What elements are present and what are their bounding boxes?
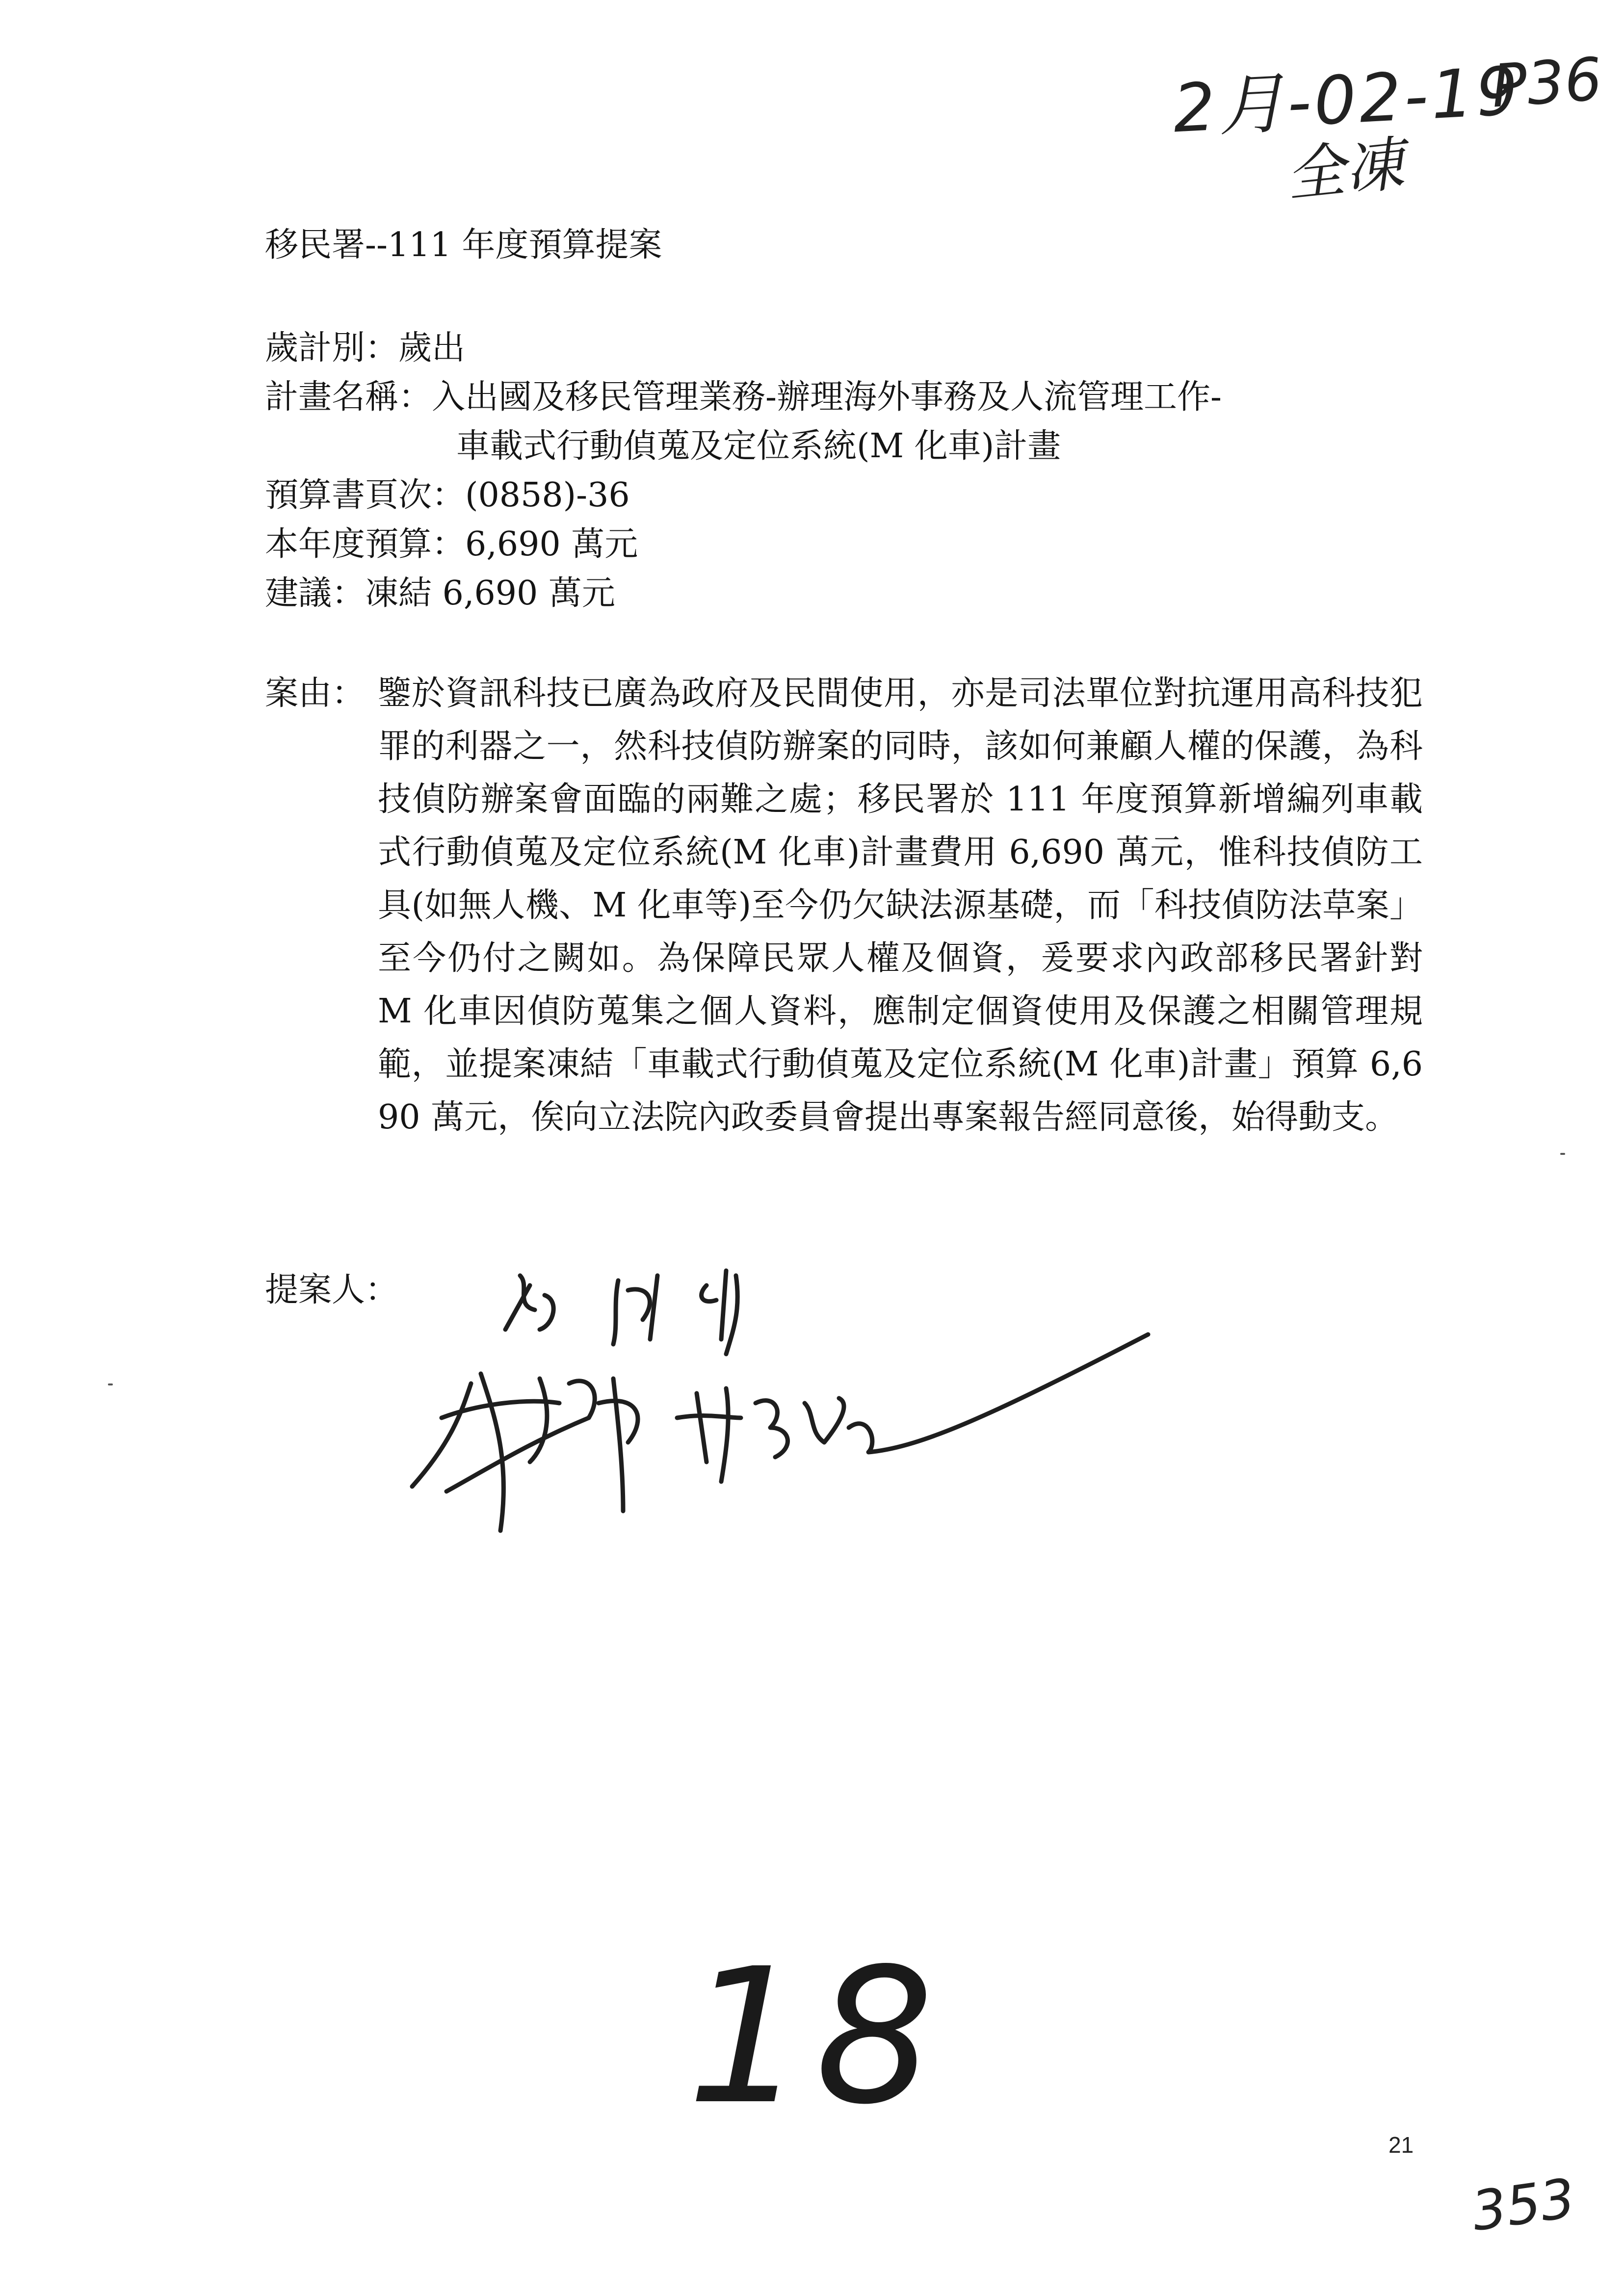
field-value: 6,690 萬元 bbox=[465, 525, 638, 564]
signature-stroke bbox=[412, 1374, 589, 1531]
reason-label: 案由： bbox=[265, 674, 366, 713]
field-suggestion bbox=[265, 569, 1222, 618]
handwritten-page-ref: P36 bbox=[1489, 45, 1604, 121]
handwritten-signatures bbox=[383, 1256, 1187, 1599]
field-budget-page bbox=[265, 471, 1222, 520]
signature-stroke bbox=[613, 1276, 657, 1344]
handwritten-decision: 全凍 bbox=[1283, 130, 1407, 210]
handwritten-corner-number: 353 bbox=[1468, 2166, 1579, 2243]
field-label: 歲計別： bbox=[265, 329, 399, 367]
reason-text: 鑒於資訊科技已廣為政府及民間使用，亦是司法單位對抗運用高科技犯罪的利器之一，然科技偵防辦案的同時，該如何兼顧人權的保護，為科技偵防辦案會面臨的兩難之處；移民署於 111 年度預算新增編列車載式行動偵蒐及定位系統(M 化車)計畫費用 6,690 萬元，惟科技偵防工具(如無人機、M 化車等)至今仍欠缺法源基礎，而「科技偵防法草案」至今仍付之闕如。為保障民眾人權及個資，爰要求內政部移民署針對 M 化車因偵防蒐集之個人資料，應制定個資使用及保護之相關管理規範，並提案凍結「車載式行動偵蒐及定位系統(M 化車)計畫」預算 6,690 萬元，俟向立法院內政委員會提出專案報告經同意後，始得動支。 bbox=[378, 674, 1423, 1137]
signature-stroke bbox=[849, 1334, 1148, 1452]
reason-section bbox=[265, 667, 1423, 1144]
handwritten-date: 2月-02-19 bbox=[1171, 52, 1523, 148]
field-value: (0858)-36 bbox=[465, 476, 630, 515]
field-label: 本年度預算： bbox=[265, 525, 466, 564]
scan-speck bbox=[108, 1383, 113, 1385]
field-project-name bbox=[265, 373, 1222, 422]
field-value: 車載式行動偵蒐及定位系統(M 化車)計畫 bbox=[456, 427, 1061, 466]
signature-stroke bbox=[756, 1398, 844, 1457]
signature-stroke bbox=[677, 1388, 741, 1482]
field-value: 入出國及移民管理業務-辦理海外事務及人流管理工作- bbox=[432, 378, 1222, 417]
field-value: 凍結 6,690 萬元 bbox=[365, 574, 615, 613]
proposer-label: 提案人： bbox=[265, 1271, 399, 1309]
field-budget-type bbox=[265, 324, 1222, 373]
signature-stroke bbox=[569, 1379, 638, 1511]
field-current-budget bbox=[265, 520, 1222, 569]
field-label: 建議： bbox=[265, 574, 366, 613]
document-title: 移民署--111 年度預算提案 bbox=[265, 226, 662, 264]
field-label: 預算書頁次： bbox=[265, 476, 466, 515]
signature-stroke bbox=[702, 1271, 738, 1354]
field-project-name-cont bbox=[265, 422, 1222, 471]
field-value: 歲出 bbox=[398, 329, 466, 367]
signature-stroke bbox=[505, 1276, 553, 1330]
page-number: 21 bbox=[1388, 2132, 1414, 2158]
handwritten-number: 18 bbox=[687, 1928, 944, 2145]
field-label: 計畫名稱： bbox=[265, 378, 432, 417]
budget-fields bbox=[265, 324, 1222, 618]
scan-speck bbox=[1560, 1153, 1565, 1155]
